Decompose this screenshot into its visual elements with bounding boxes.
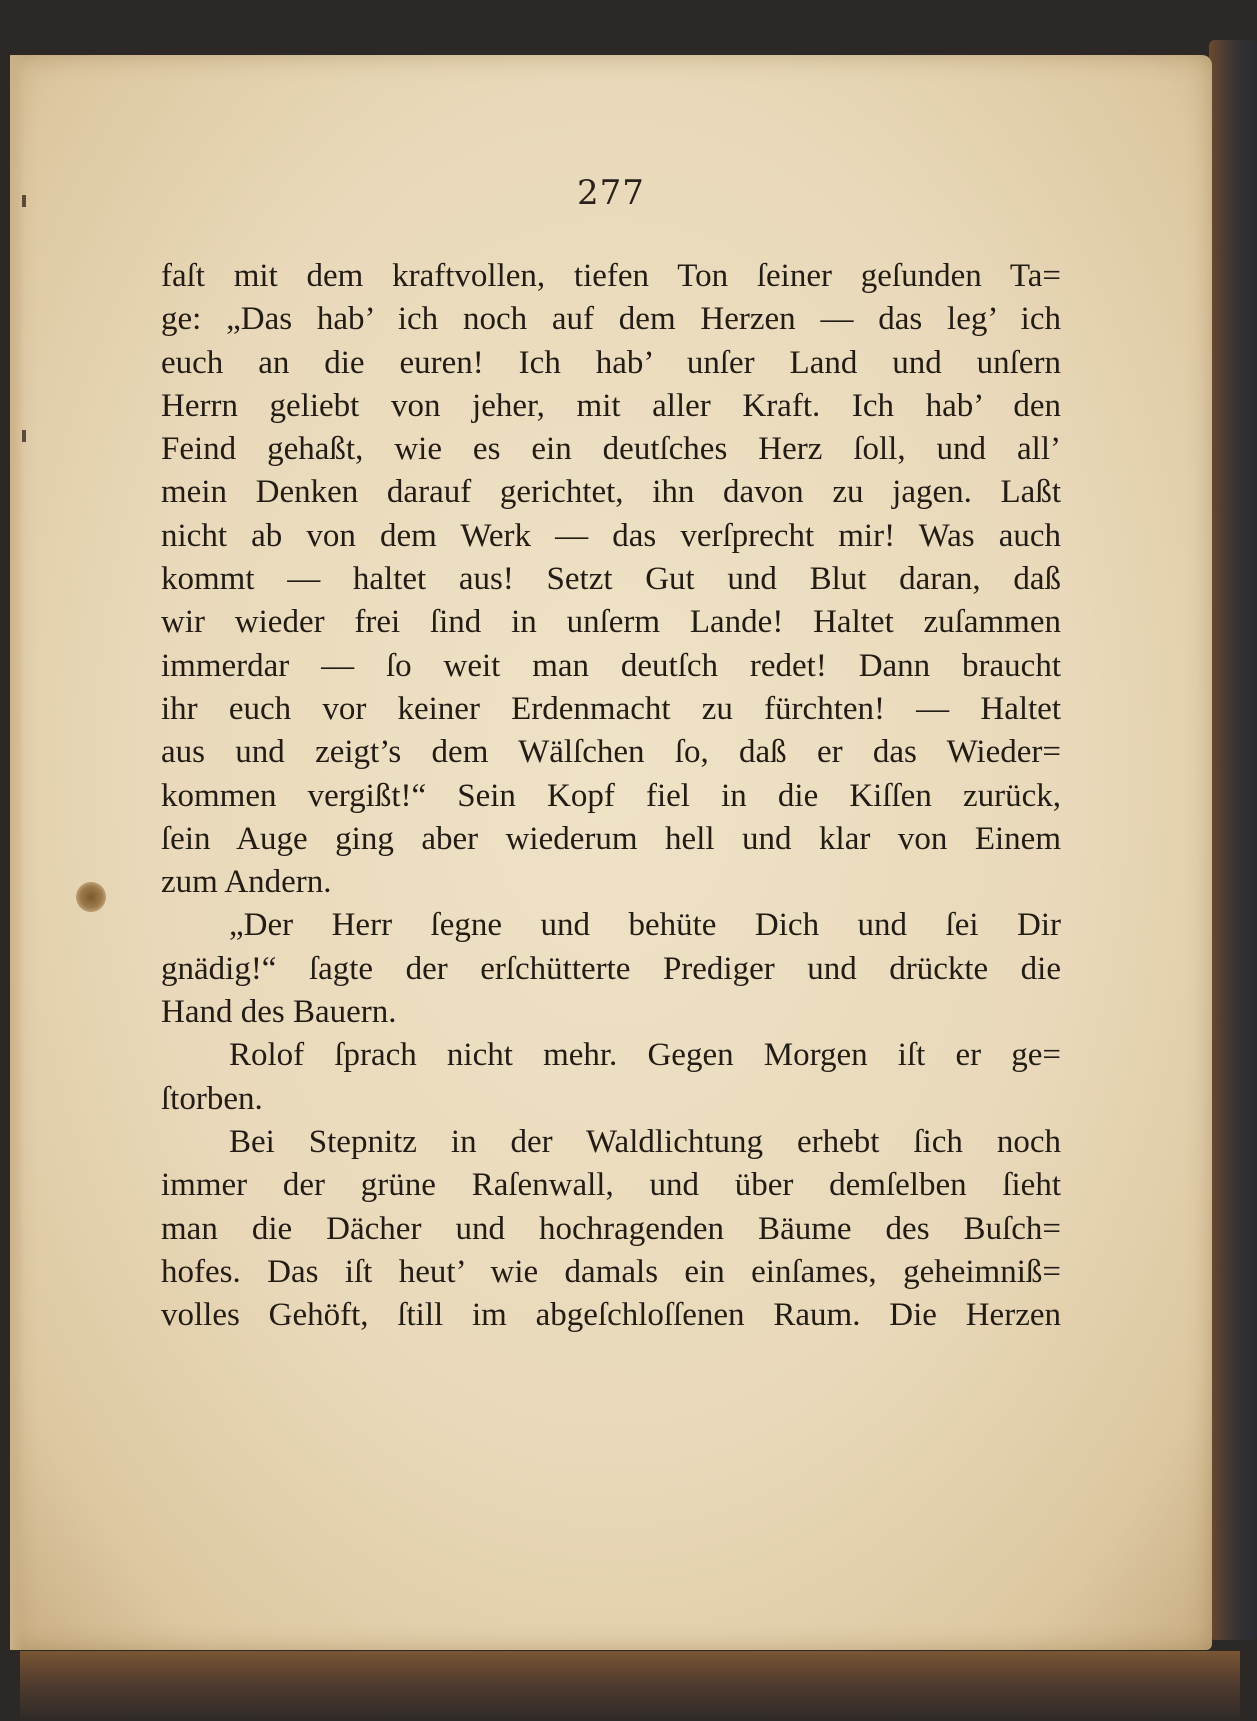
page-gutter-shadow [10, 55, 24, 1650]
text-line: ſein Auge ging aber wiederum hell und klar von Einem [161, 820, 1061, 857]
text-line: Bei Stepnitz in der Waldlichtung erhebt ſich noch [229, 1123, 1061, 1160]
text-line: Feind gehaßt, wie es ein deutſches Herz ſoll, und all’ [161, 431, 1061, 468]
text-line: Rolof ſprach nicht mehr. Gegen Morgen iſt er ge= [229, 1037, 1061, 1074]
text-line: aus und zeigt’s dem Wälſchen ſo, daß er das Wieder= [161, 734, 1061, 771]
text-line: volles Gehöft, ſtill im abgeſchloſſenen Raum. Die Herzen [161, 1297, 1061, 1334]
text-line: ge: „Das hab’ ich noch auf dem Herzen — das leg’ ich [161, 301, 1061, 338]
text-line: ſtorben. [161, 1080, 263, 1117]
text-line: kommt — haltet aus! Setzt Gut und Blut daran, daß [161, 561, 1061, 598]
binding-mark [22, 430, 26, 442]
text-line: kommen vergißt!“ Sein Kopf fiel in die Kiſſen zurück, [161, 777, 1061, 814]
text-line: „Der Herr ſegne und behüte Dich und ſei Dir [229, 907, 1061, 944]
body-text [161, 255, 1061, 1337]
book-page [10, 55, 1212, 1650]
text-line: euch an die euren! Ich hab’ unſer Land und unſern [161, 344, 1061, 381]
book-cover-spine [1209, 40, 1257, 1640]
text-line: ihr euch vor keiner Erdenmacht zu fürchten! — Haltet [161, 690, 1061, 727]
text-line: faſt mit dem kraftvollen, tiefen Ton ſeiner geſunden Ta= [161, 258, 1061, 294]
text-line: wir wieder frei ſind in unſerm Lande! Haltet zuſammen [161, 604, 1061, 641]
text-line: hofes. Das iſt heut’ wie damals ein einſames, geheimniß= [161, 1253, 1061, 1290]
text-line: immer der grüne Raſenwall, und über demſelben ſieht [161, 1167, 1061, 1204]
text-line: gnädig!“ ſagte der erſchütterte Prediger und drückte die [161, 950, 1061, 987]
book-cover-edge [20, 1651, 1240, 1721]
text-line: Herrn geliebt von jeher, mit aller Kraft. Ich hab’ den [161, 387, 1061, 424]
text-line: nicht ab von dem Werk — das verſprecht mir! Was auch [161, 517, 1061, 554]
page-number: 277 [577, 173, 645, 213]
text-line: zum Andern. [161, 864, 332, 901]
text-line: man die Dächer und hochragenden Bäume des Buſch= [161, 1210, 1061, 1247]
paper-stain [76, 882, 106, 912]
text-line: immerdar — ſo weit man deutſch redet! Dann braucht [161, 647, 1061, 684]
text-line: mein Denken darauf gerichtet, ihn davon zu jagen. Laßt [161, 474, 1061, 511]
text-line: Hand des Bauern. [161, 994, 397, 1031]
